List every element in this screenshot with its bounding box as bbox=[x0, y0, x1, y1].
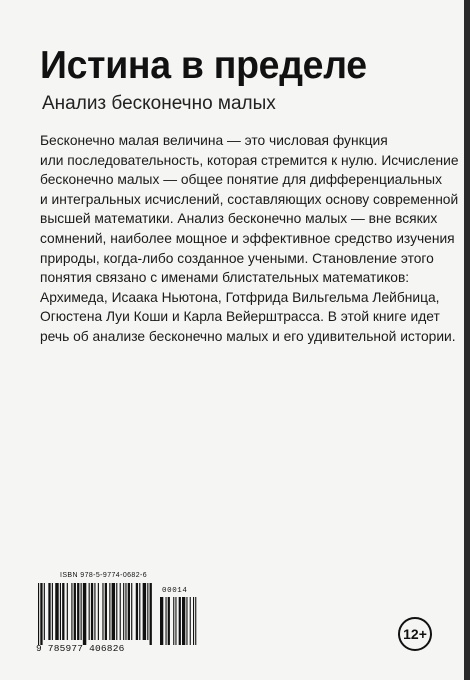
description-line: Архимеда, Исаака Ньютона, Готфрида Вильгельма Лейбница, bbox=[40, 289, 440, 305]
description-line: понятия связано с именами блистательных математиков: bbox=[40, 270, 410, 286]
description-line: сомнений, наиболее мощное и эффективное средство изучения bbox=[40, 230, 455, 246]
description-line: и интегральных исчислений, составляющих основу современной bbox=[40, 191, 459, 207]
description-line: или последовательность, которая стремится к нулю. Исчисление bbox=[40, 152, 459, 168]
isbn-label: ISBN 978-5-9774-0682-6 bbox=[60, 572, 148, 579]
description-text bbox=[40, 131, 459, 347]
description-line: Бесконечно малая величина — это числовая функция bbox=[40, 133, 388, 148]
barcode-digits: 9 785977 406826 bbox=[36, 643, 125, 654]
description-line: Огюстена Луи Коши и Карла Вейерштрасса. В этой книге идет bbox=[40, 309, 440, 325]
description-line: природы, когда-либо созданное учеными. Становление этого bbox=[40, 250, 434, 266]
book-subtitle: Анализ бесконечно малых bbox=[42, 93, 276, 114]
barcode-addon-number: 00014 bbox=[162, 587, 188, 595]
description-line: речь об анализе бесконечно малых и его удивительной истории. bbox=[40, 328, 456, 344]
age-rating-badge: 12+ bbox=[398, 617, 432, 651]
book-title: Истина в пределе bbox=[40, 44, 367, 87]
description-line: бесконечно малых — общее понятие для дифференциальных bbox=[40, 172, 442, 188]
description-line: высшей математики. Анализ бесконечно малых — вне всяких bbox=[40, 211, 438, 227]
barcode bbox=[36, 572, 199, 657]
